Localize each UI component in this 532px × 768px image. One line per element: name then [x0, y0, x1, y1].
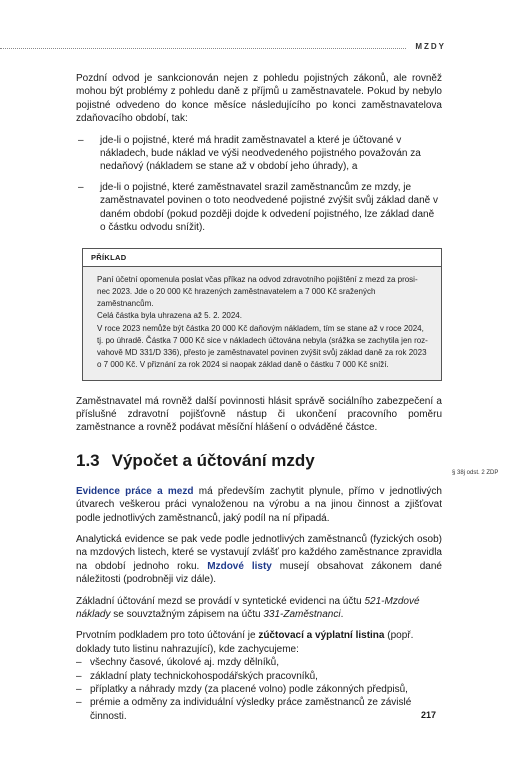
- primary-text-1: Prvotním podkladem pro toto účtování je: [76, 630, 259, 642]
- section-number: 1.3: [76, 450, 100, 470]
- running-head-rule: [0, 48, 446, 49]
- basic-text-2: se souvztažným zápisem na účtu: [110, 608, 264, 620]
- example-body: [83, 267, 441, 380]
- example-line: nec 2023. Jde o 20 000 Kč hrazených zaměstnavatelem a 7 000 Kč sražených zaměstnancům.: [97, 287, 376, 309]
- settlement-list-term: zúčtovací a výplatní listina: [258, 630, 385, 642]
- payroll-sheets-term: Mzdové listy: [207, 560, 272, 572]
- paragraph-intro: Pozdní odvod je sankcionován nejen z pohledu pojistných zákonů, ale rovněž mohou být problémy z pohledu daně z příjmů u zaměstnavatele. Pokud by nebylo pojistné odvedeno do konce měsíce následujícího po konci zaměstnavatelova zdaňovacího období, tak:: [76, 73, 442, 125]
- example-line: vahově MD 331/D 336), přesto je zaměstnavatel povinen zvýšit svůj základ daně za rok 2023: [97, 348, 427, 358]
- example-box: [82, 248, 442, 380]
- analytic-text-1: Analytická evidence se pak vede podle jednotlivých zaměstnanců (fyzických osob) na mzdových listech, které se vystavují zvlášť pro každého zaměstnance zpravidla na období jednoho roku.: [76, 533, 442, 572]
- section-title: Výpočet a účtování mzdy: [111, 450, 315, 470]
- example-line: Celá částka byla uhrazena až 5. 2. 2024.: [97, 311, 242, 321]
- list-item: – prémie a odměny za individuální výsledky práce zaměstnanců ze závislé činnosti.: [76, 696, 442, 723]
- running-head-title: MZDY: [407, 42, 446, 51]
- account-521: 521-Mzdové náklady: [76, 595, 420, 620]
- paragraph-obligations: Zaměstnavatel má rovněž další povinnosti hlásit správě sociálního zabezpečení a příslušné zdravotní pojišťovně nástup či ukončení pracovního poměru zaměstnance a rovněž podávat měsíční hlášení o odváděné částce.: [76, 395, 442, 434]
- list-item: – příplatky a náhrady mzdy (za placené volno) podle zákonných předpisů,: [76, 683, 442, 696]
- example-line: o 7 000 Kč. V přiznání za rok 2024 si naopak základ daně o částku 7 000 Kč sníží.: [97, 360, 389, 370]
- example-line: tj. po úhradě. Částka 7 000 Kč sice v nákladech účtována nebyla (srážka se zachytila jen roz-: [97, 335, 428, 345]
- basic-text-3: .: [340, 608, 344, 620]
- list-primary: [76, 656, 442, 723]
- basic-text-1: Základní účtování mezd se provádí v syntetické evidenci na účtu: [76, 595, 365, 607]
- paragraph-basic-accounting: [76, 595, 442, 622]
- margin-note: § 38j odst. 2 ZDP: [452, 470, 499, 476]
- list-item: – základní platy technickohospodářských pracovníků,: [76, 670, 442, 683]
- paragraph-evidence: [76, 485, 442, 525]
- evidence-term: Evidence práce a mezd: [76, 485, 194, 497]
- section-heading: [76, 451, 442, 471]
- primary-text-2: (popř. doklady tuto listinu nahrazující), kde zachycujeme:: [76, 630, 414, 655]
- evidence-text: má především zachytit plynule, přímo v jednotlivých útvarech veškerou práci vynaloženou na výrobu a na jinou činnost a zjišťovat podle jednotlivých zaměstnanců, jaký podíl na ní připadá.: [76, 485, 442, 524]
- list-item: – jde-li o pojistné, které zaměstnavatel srazil zaměstnancům ze mzdy, je zaměstnavatel povinen o toto neodvedené pojistné zvýšit svůj základ daně v daném období (pokud později dojde k odvedení pojistného, lze základ daně o částku odvodu snížit).: [76, 181, 442, 235]
- running-head: [0, 42, 532, 56]
- list-intro: [76, 134, 442, 235]
- list-item: – jde-li o pojistné, které má hradit zaměstnavatel a které je účtované v nákladech, bude náklad ve výši neodvedeného pojistného považován za nedaňový (nákladem se stane až v období jeho úhrady), a: [76, 134, 442, 174]
- paragraph-analytic: [76, 533, 442, 587]
- paragraph-primary-document: [76, 629, 442, 656]
- page-content: [76, 72, 442, 733]
- example-line: Paní účetní opomenula poslat včas příkaz na odvod zdravotního pojištění z mezd za prosi-: [97, 274, 418, 284]
- analytic-text-2: musejí obsahovat zákonem dané náležitosti (podrobněji viz dále).: [76, 560, 442, 586]
- example-line: V roce 2023 nemůže být částka 20 000 Kč daňovým nákladem, tím se stane až v roce 2024,: [97, 323, 424, 333]
- example-label: PŘÍKLAD: [83, 249, 441, 266]
- account-331: 331-Zaměstnanci: [263, 608, 341, 620]
- list-item: – všechny časové, úkolové aj. mzdy dělníků,: [76, 656, 442, 669]
- page-number: 217: [421, 710, 437, 720]
